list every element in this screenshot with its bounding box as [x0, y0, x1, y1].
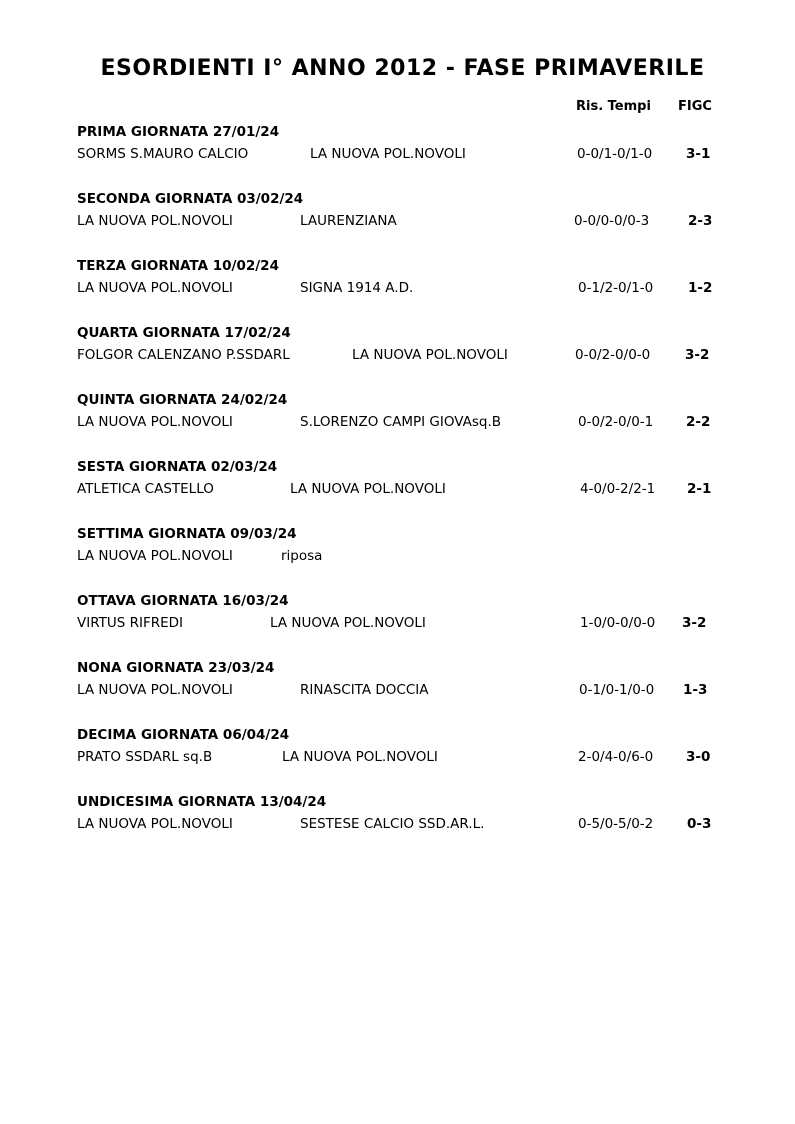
tempi-score: 2-0/4-0/6-0 [578, 749, 654, 765]
home-team: LA NUOVA POL.NOVOLI [77, 548, 233, 564]
home-team: LA NUOVA POL.NOVOLI [77, 682, 233, 698]
round-1 [0, 124, 795, 174]
round-title: SESTA GIORNATA 02/03/24 [77, 459, 278, 475]
round-10 [0, 727, 795, 777]
away-team: LAURENZIANA [300, 213, 397, 229]
figc-score: 2-2 [686, 414, 711, 430]
home-team: FOLGOR CALENZANO P.SSDARL [77, 347, 290, 363]
round-title: SECONDA GIORNATA 03/02/24 [77, 191, 304, 207]
home-team: VIRTUS RIFREDI [77, 615, 184, 631]
tempi-score: 1-0/0-0/0-0 [580, 615, 656, 631]
away-team: LA NUOVA POL.NOVOLI [310, 146, 466, 162]
column-header-tempi: Ris. Tempi [576, 99, 651, 114]
column-header-figc: FIGC [678, 99, 712, 114]
round-3 [0, 258, 795, 308]
tempi-score: 0-1/2-0/1-0 [578, 280, 654, 296]
away-team: LA NUOVA POL.NOVOLI [352, 347, 508, 363]
round-title: DECIMA GIORNATA 06/04/24 [77, 727, 290, 743]
figc-score: 3-0 [686, 749, 711, 765]
away-team: LA NUOVA POL.NOVOLI [290, 481, 446, 497]
round-6 [0, 459, 795, 509]
away-team: SESTESE CALCIO SSD.AR.L. [300, 816, 485, 832]
figc-score: 2-3 [688, 213, 713, 229]
figc-score: 3-2 [685, 347, 710, 363]
tempi-score: 0-5/0-5/0-2 [578, 816, 654, 832]
home-team: SORMS S.MAURO CALCIO [77, 146, 249, 162]
round-title: NONA GIORNATA 23/03/24 [77, 660, 275, 676]
figc-score: 3-2 [682, 615, 707, 631]
round-title: OTTAVA GIORNATA 16/03/24 [77, 593, 289, 609]
round-2 [0, 191, 795, 241]
home-team: LA NUOVA POL.NOVOLI [77, 280, 233, 296]
tempi-score: 4-0/0-2/2-1 [580, 481, 656, 497]
tempi-score: 0-0/1-0/1-0 [577, 146, 653, 162]
round-11 [0, 794, 795, 844]
home-team: ATLETICA CASTELLO [77, 481, 214, 497]
round-title: PRIMA GIORNATA 27/01/24 [77, 124, 280, 140]
round-title: QUINTA GIORNATA 24/02/24 [77, 392, 288, 408]
page-title: ESORDIENTI I° ANNO 2012 - FASE PRIMAVERILE [100, 56, 705, 81]
round-5 [0, 392, 795, 442]
round-4 [0, 325, 795, 375]
figc-score: 1-2 [688, 280, 713, 296]
away-team: riposa [281, 548, 323, 564]
away-team: SIGNA 1914 A.D. [300, 280, 414, 296]
round-title: UNDICESIMA GIORNATA 13/04/24 [77, 794, 327, 810]
round-9 [0, 660, 795, 710]
round-7 [0, 526, 795, 576]
tempi-score: 0-0/0-0/0-3 [574, 213, 650, 229]
round-title: SETTIMA GIORNATA 09/03/24 [77, 526, 297, 542]
tempi-score: 0-0/2-0/0-1 [578, 414, 654, 430]
tempi-score: 0-0/2-0/0-0 [575, 347, 651, 363]
away-team: S.LORENZO CAMPI GIOVAsq.B [300, 414, 502, 430]
round-title: TERZA GIORNATA 10/02/24 [77, 258, 279, 274]
home-team: PRATO SSDARL sq.B [77, 749, 213, 765]
figc-score: 2-1 [687, 481, 712, 497]
figc-score: 0-3 [687, 816, 712, 832]
home-team: LA NUOVA POL.NOVOLI [77, 414, 233, 430]
round-title: QUARTA GIORNATA 17/02/24 [77, 325, 291, 341]
home-team: LA NUOVA POL.NOVOLI [77, 816, 233, 832]
tempi-score: 0-1/0-1/0-0 [579, 682, 655, 698]
figc-score: 3-1 [686, 146, 711, 162]
home-team: LA NUOVA POL.NOVOLI [77, 213, 233, 229]
away-team: LA NUOVA POL.NOVOLI [282, 749, 438, 765]
away-team: RINASCITA DOCCIA [300, 682, 429, 698]
away-team: LA NUOVA POL.NOVOLI [270, 615, 426, 631]
round-8 [0, 593, 795, 643]
figc-score: 1-3 [683, 682, 708, 698]
